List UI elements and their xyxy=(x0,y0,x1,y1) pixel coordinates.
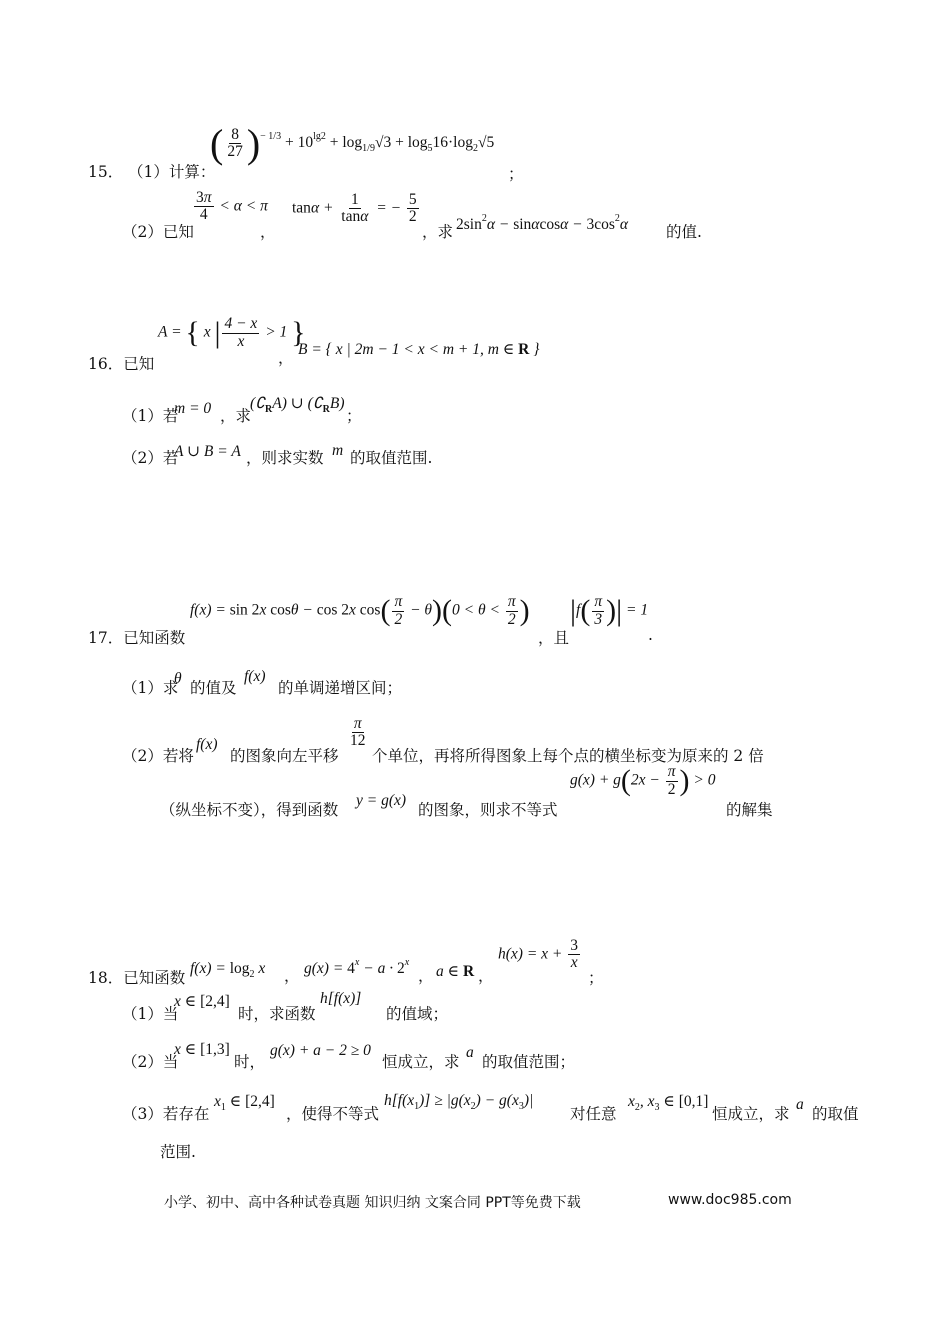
end-mark: . xyxy=(648,626,653,644)
set-a: A = { x | $\frac{4 - x}{x}$ > 1 } xyxy=(158,315,306,350)
formula-x2x3-range: $x_2$, $x_3$ ∈ [0,1] xyxy=(628,1093,709,1113)
formula-shift: $\frac{\pi}{12}$ xyxy=(350,715,366,750)
end-text: 的值. xyxy=(666,223,702,241)
problem-number: 16．已知 xyxy=(88,355,155,373)
formula-condition: |f( $\frac{\pi}{3}$ )| = 1 xyxy=(570,593,649,628)
end-mark: ； xyxy=(588,969,604,987)
formula-inequality: $h[f(x_1)] \ge |g(x_2) - g(x_3)|$ xyxy=(384,1092,534,1112)
text: 的解集 xyxy=(726,801,773,819)
formula-g-condition: g(x) + a − 2 ≥ 0 xyxy=(270,1042,371,1059)
formula-x-range: x ∈ [1,3] xyxy=(174,1041,230,1058)
text: 恒成立，求 xyxy=(712,1105,790,1123)
text: 的单调递增区间； xyxy=(278,679,403,697)
part-label: （1）计算： xyxy=(128,163,216,181)
part-label: （1）若 xyxy=(122,407,179,425)
text: （纵坐标不变），得到函数 xyxy=(160,801,339,819)
formula-gx: y = g(x) xyxy=(356,792,407,809)
var-a: a xyxy=(796,1096,804,1113)
comma: ， xyxy=(284,967,300,985)
part-label: （1）当 xyxy=(122,1005,179,1023)
text: ，且 xyxy=(538,629,570,647)
problem-number: 17．已知函数 xyxy=(88,629,186,647)
text: 个单位，再将所得图象上每个点的横坐标变为原来的 2 倍 xyxy=(372,747,764,765)
text: ，则求实数 xyxy=(246,449,324,467)
formula-tan: tanα + $\frac{1}{\tan\alpha}$ = − $\frac{5}{2}$ xyxy=(292,191,417,226)
formula-union: A ∪ B = A xyxy=(174,443,241,460)
footer-url[interactable]: www.doc985.com xyxy=(668,1192,792,1208)
formula-expression: $2\sin^2\alpha - \sin\alpha\cos\alpha - 3\cos^2\alpha$ xyxy=(456,213,629,233)
problem-number: 18．已知函数 xyxy=(88,969,186,987)
var-theta: θ xyxy=(174,670,182,687)
comma: ， xyxy=(260,223,276,241)
formula-g: $g(x) = 4^x - a \cdot 2^x$ xyxy=(304,957,410,977)
formula-alpha-range: $\frac{3\pi}{4}$ < α < π xyxy=(196,189,268,224)
text: 的图象，则求不等式 xyxy=(418,801,558,819)
set-b: B = { x | 2m − 1 < x < m + 1, m ∈ R } xyxy=(298,341,540,358)
text: 时， xyxy=(234,1053,266,1071)
formula-complement-union: $(∁_RA)$ ∪ $(∁_RB)$ xyxy=(250,395,345,415)
end-mark: ； xyxy=(508,165,524,183)
text: 恒成立，求 xyxy=(382,1053,460,1071)
text: 的取值范围； xyxy=(482,1053,576,1071)
part-label: （2）若 xyxy=(122,449,179,467)
formula-m0: m = 0 xyxy=(174,400,212,417)
end-mark: ； xyxy=(346,407,362,425)
part-label: （1）求 xyxy=(122,679,179,697)
text: 的图象向左平移 xyxy=(230,747,339,765)
var-m: m xyxy=(332,442,344,459)
formula-h: h(x) = x + $\frac{3}{x}$ xyxy=(498,937,579,972)
formula-f: f(x) = sin 2x cosθ − cos 2x cos( $\frac{\pi}{2}$ − θ)(0 < θ < $\frac{\pi}{2}$ ) xyxy=(190,593,530,628)
text: 对任意 xyxy=(570,1105,617,1123)
part-label: （3）若存在 xyxy=(122,1105,210,1123)
text: ，使得不等式 xyxy=(286,1105,380,1123)
formula-hfx: h[f(x)] xyxy=(320,990,362,1007)
problem-number: 15． xyxy=(88,163,124,181)
var-a: a xyxy=(466,1044,474,1061)
formula-fx: f(x) xyxy=(196,736,218,753)
footer-text: 小学、初中、高中各种试卷真题 知识归纳 文案合同 PPT等免费下载 xyxy=(164,1195,581,1211)
formula-fx: f(x) xyxy=(244,668,266,685)
text: 时，求函数 xyxy=(238,1005,316,1023)
comma: ，求 xyxy=(422,223,454,241)
formula-inequality: g(x) + g(2x − $\frac{\pi}{2}$ ) > 0 xyxy=(570,763,716,798)
comma: ， xyxy=(418,967,434,985)
comma: ， xyxy=(478,967,494,985)
text: 的值及 xyxy=(190,679,237,697)
part-label: （2）当 xyxy=(122,1053,179,1071)
formula-x1-range: $x_1$ ∈ [2,4] xyxy=(214,1093,275,1113)
comma: ， xyxy=(278,349,294,367)
end-text: 的取值范围. xyxy=(350,449,433,467)
formula-x-range: x ∈ [2,4] xyxy=(174,993,230,1010)
part-label: （2）已知 xyxy=(122,223,194,241)
text: ，求 xyxy=(220,407,252,425)
part-label: （2）若将 xyxy=(122,747,194,765)
text: 的取值 xyxy=(812,1105,859,1123)
formula-a-real: a ∈ R xyxy=(436,963,475,980)
formula-f: $f(x) = \log_2 x$ xyxy=(190,960,266,980)
text: 的值域； xyxy=(386,1005,449,1023)
formula-calc: ( $\frac{8}{27}$ )$^{- 1/3} + 10^{lg2} + \log_{1/9}√3 + \log_516\cdot\log_2√5$ xyxy=(210,121,495,166)
text: 范围. xyxy=(160,1143,196,1161)
